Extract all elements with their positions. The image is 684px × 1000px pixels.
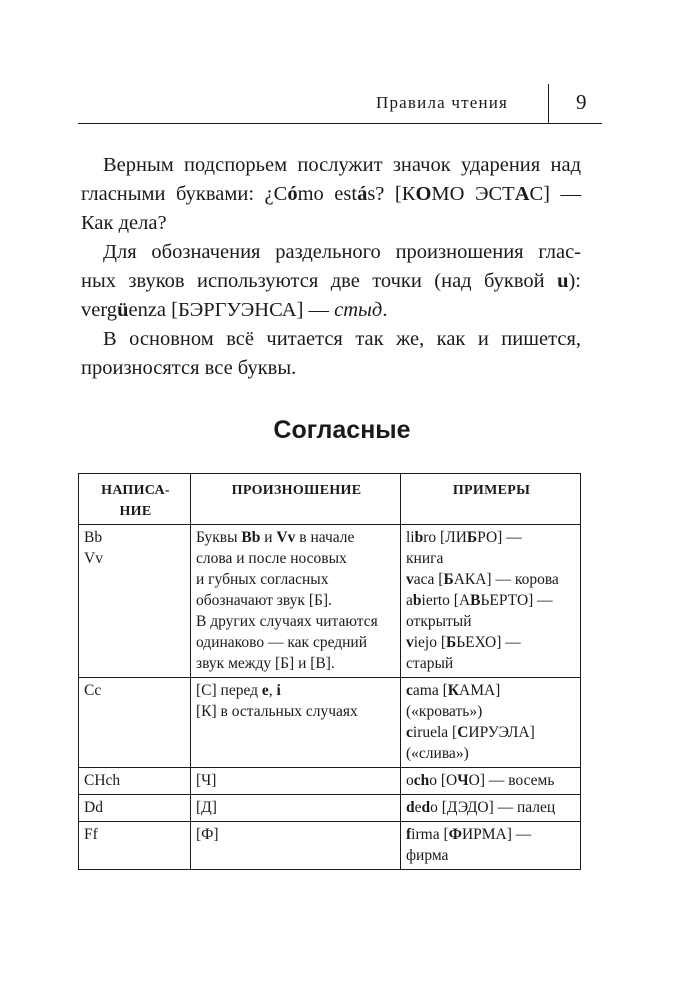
cell-examples: ocho [ОЧО] — восемь xyxy=(401,768,581,795)
table-row xyxy=(79,525,581,678)
paragraph-reading xyxy=(81,325,581,383)
cell-spelling: Bb Vv xyxy=(79,525,191,678)
page-number: 9 xyxy=(576,90,587,114)
paragraph-diaeresis xyxy=(81,238,581,325)
paragraph-stress-mark xyxy=(81,151,581,238)
paragraph-line: Верным подспорьем послужит значок ударения над xyxy=(103,154,581,176)
cell-pronunciation: [Д] xyxy=(191,795,401,822)
table-row xyxy=(79,768,581,795)
running-header-title: Правила чтения xyxy=(376,93,509,112)
table-body xyxy=(79,525,581,870)
header-pronunciation: ПРОИЗНОШЕНИЕ xyxy=(191,474,401,525)
paragraph-line: гласными буквами: ¿Cómo estás? [КОМО ЭСТАС] — xyxy=(81,183,582,205)
cell-pronunciation: [Ф] xyxy=(191,822,401,870)
cell-examples: firma [ФИРМА] — фирма xyxy=(401,822,581,870)
paragraph-line: Как дела? xyxy=(81,212,167,234)
header-spelling: НАПИСА- НИЕ xyxy=(79,474,191,525)
section-heading: Согласные xyxy=(273,416,411,444)
cell-pronunciation: [С] перед e, i [К] в остальных случаях xyxy=(191,678,401,768)
paragraph-line: vergüenza [БЭРГУЭНСА] — стыд. xyxy=(81,299,388,321)
cell-spelling: Ff xyxy=(79,822,191,870)
header-examples: ПРИМЕРЫ xyxy=(401,474,581,525)
paragraph-line: ных звуков используются две точки (над буквой u): xyxy=(81,270,581,292)
cell-examples: dedo [ДЭДО] — палец xyxy=(401,795,581,822)
header-divider xyxy=(548,84,549,124)
table-row xyxy=(79,795,581,822)
paragraph-line: произносятся все буквы. xyxy=(81,357,297,379)
cell-spelling: CHch xyxy=(79,768,191,795)
table-row xyxy=(79,822,581,870)
cell-examples: cama [КАМА] («кровать») ciruela [СИРУЭЛА] («слива») xyxy=(401,678,581,768)
consonants-table xyxy=(78,473,581,870)
cell-examples: libro [ЛИБРО] — книга vaca [БАКА] — корова abierto [АВЬЕРТО] — открытый viejo [БЬЕХО] — старый xyxy=(401,525,581,678)
header-rule xyxy=(78,123,602,124)
cell-pronunciation: Буквы Bb и Vv в начале слова и после носовых и губных согласных обозначают звук [Б]. В других случаях читаются одинаково — как средний звук между [Б] и [В]. xyxy=(191,525,401,678)
table-header-row xyxy=(79,474,581,525)
paragraph-line: В основном всё читается так же, как и пишется, xyxy=(103,328,581,350)
cell-pronunciation: [Ч] xyxy=(191,768,401,795)
cell-spelling: Cc xyxy=(79,678,191,768)
table-row xyxy=(79,678,581,768)
paragraph-line: Для обозначения раздельного произношения глас- xyxy=(103,241,581,263)
cell-spelling: Dd xyxy=(79,795,191,822)
